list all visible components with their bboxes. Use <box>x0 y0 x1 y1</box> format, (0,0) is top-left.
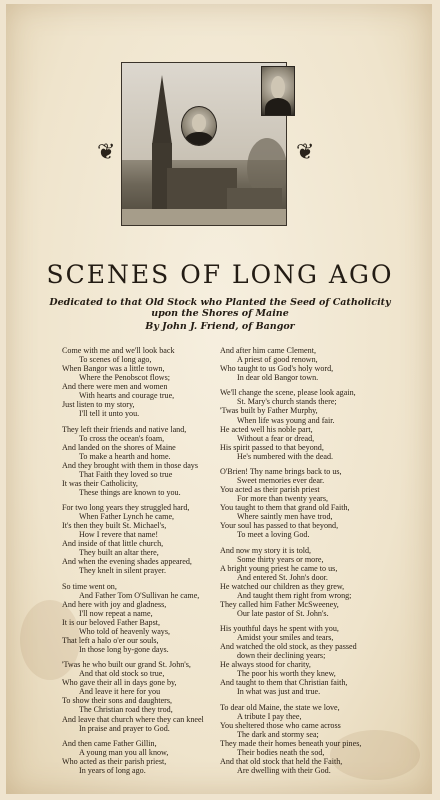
poem-line: For two long years they struggled hard, <box>62 503 190 513</box>
poem-line: So time went on, <box>62 581 117 591</box>
author-byline: By John J. Friend, of Bangor <box>145 321 295 332</box>
poem-line: It is our beloved Father Bapst, <box>62 617 161 627</box>
poem-line: Come with me and we'll look back <box>62 346 175 355</box>
poem-line: With hearts and courage true, <box>79 391 175 401</box>
poem-line: Your soul has passed to that beyond, <box>220 521 339 531</box>
poem-line: Who gave their all in days gone by, <box>62 678 177 688</box>
poem-line: How I revere that name! <box>79 530 159 540</box>
poem-line: You taught to them that grand old Faith, <box>220 503 350 513</box>
poem-line: Their bodies neath the sod, <box>237 747 325 757</box>
poem-line: In those long by-gone days. <box>79 645 169 655</box>
poem-line: You acted as their parish priest <box>220 485 320 495</box>
poem-line: And that old stock that held the Faith, <box>220 756 343 766</box>
poem-line: Our late pastor of St. John's. <box>237 608 329 618</box>
poem-column-right <box>220 346 390 775</box>
poem-line: Where saintly men have trod, <box>237 512 333 522</box>
poem-line: A bright young priest he came to us, <box>220 563 338 573</box>
portrait-oval <box>181 106 217 146</box>
poem-line: They made their homes beneath your pines, <box>220 738 362 748</box>
poem-line: And here with joy and gladness, <box>62 599 167 609</box>
poem-line: The dark and stormy sea; <box>237 729 319 739</box>
poem-line: I'll now repeat a name, <box>79 608 153 618</box>
portrait-rectangle <box>261 66 295 116</box>
poem-line: The poor his worth they knew, <box>237 669 336 679</box>
poem-line: And there were men and women <box>62 382 168 392</box>
poem-line: And landed on the shores of Maine <box>62 442 176 452</box>
poem-line: Without a fear or dread, <box>237 433 315 443</box>
poem-line: I'll tell it unto you. <box>79 409 140 419</box>
poem-line: And when the evening shades appeared, <box>62 557 192 567</box>
poem-line: To make a hearth and home. <box>79 451 171 461</box>
poem-line: We'll change the scene, please look again, <box>220 388 356 398</box>
poem-line: To show their sons and daughters, <box>62 696 173 706</box>
poem-line: For more than twenty years, <box>237 494 329 504</box>
poem-line: To scenes of long ago, <box>79 355 152 365</box>
poem-line: He watched our children as they grew, <box>220 581 345 591</box>
poem-line: In praise and prayer to God. <box>79 723 170 733</box>
ornament-left: ❦ <box>97 140 116 165</box>
poem-line: O'Brien! Thy name brings back to us, <box>220 466 342 476</box>
poem-line: In dear old Bangor town. <box>237 373 319 383</box>
poem-line: And leave it here for you <box>79 687 161 697</box>
poem-line: 'Twas he who built our grand St. John's, <box>62 660 191 670</box>
poem-line: In what was just and true. <box>237 687 321 697</box>
poem-line: When life was young and fair. <box>237 415 335 425</box>
poem-line: They built an altar there, <box>79 548 159 558</box>
poem-line: And after him came Clement, <box>220 346 316 355</box>
poem-title: SCENES OF LONG AGO <box>46 260 394 289</box>
poem-line: And watched the old stock, as they passed <box>220 642 357 652</box>
dedication-line-2: upon the Shores of Maine <box>151 308 289 319</box>
poem-line: Just listen to my story, <box>62 400 135 410</box>
poem-line: down their declining years; <box>237 651 326 661</box>
poem-line: When Bangor was a little town, <box>62 364 165 374</box>
poem-line: And taught them right from wrong; <box>237 590 352 600</box>
poem-line: That left a halo o'er our souls, <box>62 635 159 645</box>
poem-line: It's then they built St. Michael's, <box>62 521 167 531</box>
poem-line: And that old stock so true, <box>79 669 165 679</box>
poem-line: And entered St. John's door. <box>237 572 328 582</box>
poem-line: That Faith they loved so true <box>79 469 173 479</box>
poem-line: Who told of heavenly ways, <box>79 626 171 636</box>
poem-line: You sheltered those who came across <box>220 720 341 730</box>
poem-line: Where the Penobscot flows; <box>79 373 171 383</box>
poem-line: Sweet memories ever dear. <box>237 475 325 485</box>
poem-line: Who acted as their parish priest, <box>62 756 167 766</box>
dedication-line-1: Dedicated to that Old Stock who Planted the Seed of Catholicity <box>49 297 391 308</box>
poem-line: And taught to them that Christian faith, <box>220 678 348 688</box>
poem-line: A young man you all know, <box>79 747 169 757</box>
poem-line: They knelt in silent prayer. <box>79 566 166 576</box>
poem-line: Who taught to us God's holy word, <box>220 364 334 374</box>
poem-line: These things are known to you. <box>79 487 181 497</box>
poem-line: They left their friends and native land, <box>62 424 187 434</box>
poem-line: Are dwelling with their God. <box>237 765 331 775</box>
poem-line: Some thirty years or more, <box>237 554 324 564</box>
poem-line: A tribute I pay thee, <box>237 711 302 721</box>
poem-line: 'Twas built by Father Murphy, <box>220 406 318 416</box>
poem-line: And leave that church where they can kneel <box>62 714 204 724</box>
poem-line: And Father Tom O'Sullivan he came, <box>79 590 200 600</box>
poem-line: The Christian road they trod, <box>79 705 173 715</box>
poem-line: His youthful days he spent with you, <box>220 624 339 634</box>
poem-line: In years of long ago. <box>79 765 146 775</box>
ornament-right: ❦ <box>296 140 315 165</box>
poem-line: He always stood for charity, <box>220 660 311 670</box>
poem-line: To cross the ocean's foam, <box>79 433 165 443</box>
poem-line: To dear old Maine, the state we love, <box>220 702 340 712</box>
poem-line: A priest of good renown, <box>237 355 318 365</box>
poem-line: When Father Lynch he came, <box>79 512 175 522</box>
poem-line: And now my story it is told, <box>220 545 312 555</box>
poem-line: Amidst your smiles and tears, <box>237 633 334 643</box>
poem-line: And then came Father Gillin, <box>62 738 157 748</box>
poem-line: St. Mary's church stands there; <box>237 397 337 407</box>
poem-line: He acted well his noble part, <box>220 424 313 434</box>
poem-line: They called him Father McSweeney, <box>220 599 339 609</box>
poem-line: And they brought with them in those days <box>62 460 199 470</box>
poem-line: It was their Catholicity, <box>62 478 138 488</box>
poem-line: He's numbered with the dead. <box>237 451 334 461</box>
poem-line: His spirit passed to that beyond, <box>220 442 324 452</box>
poem-line: To meet a loving God. <box>237 530 310 540</box>
poem-column-left <box>62 346 220 775</box>
poem-line: And inside of that little church, <box>62 539 164 549</box>
